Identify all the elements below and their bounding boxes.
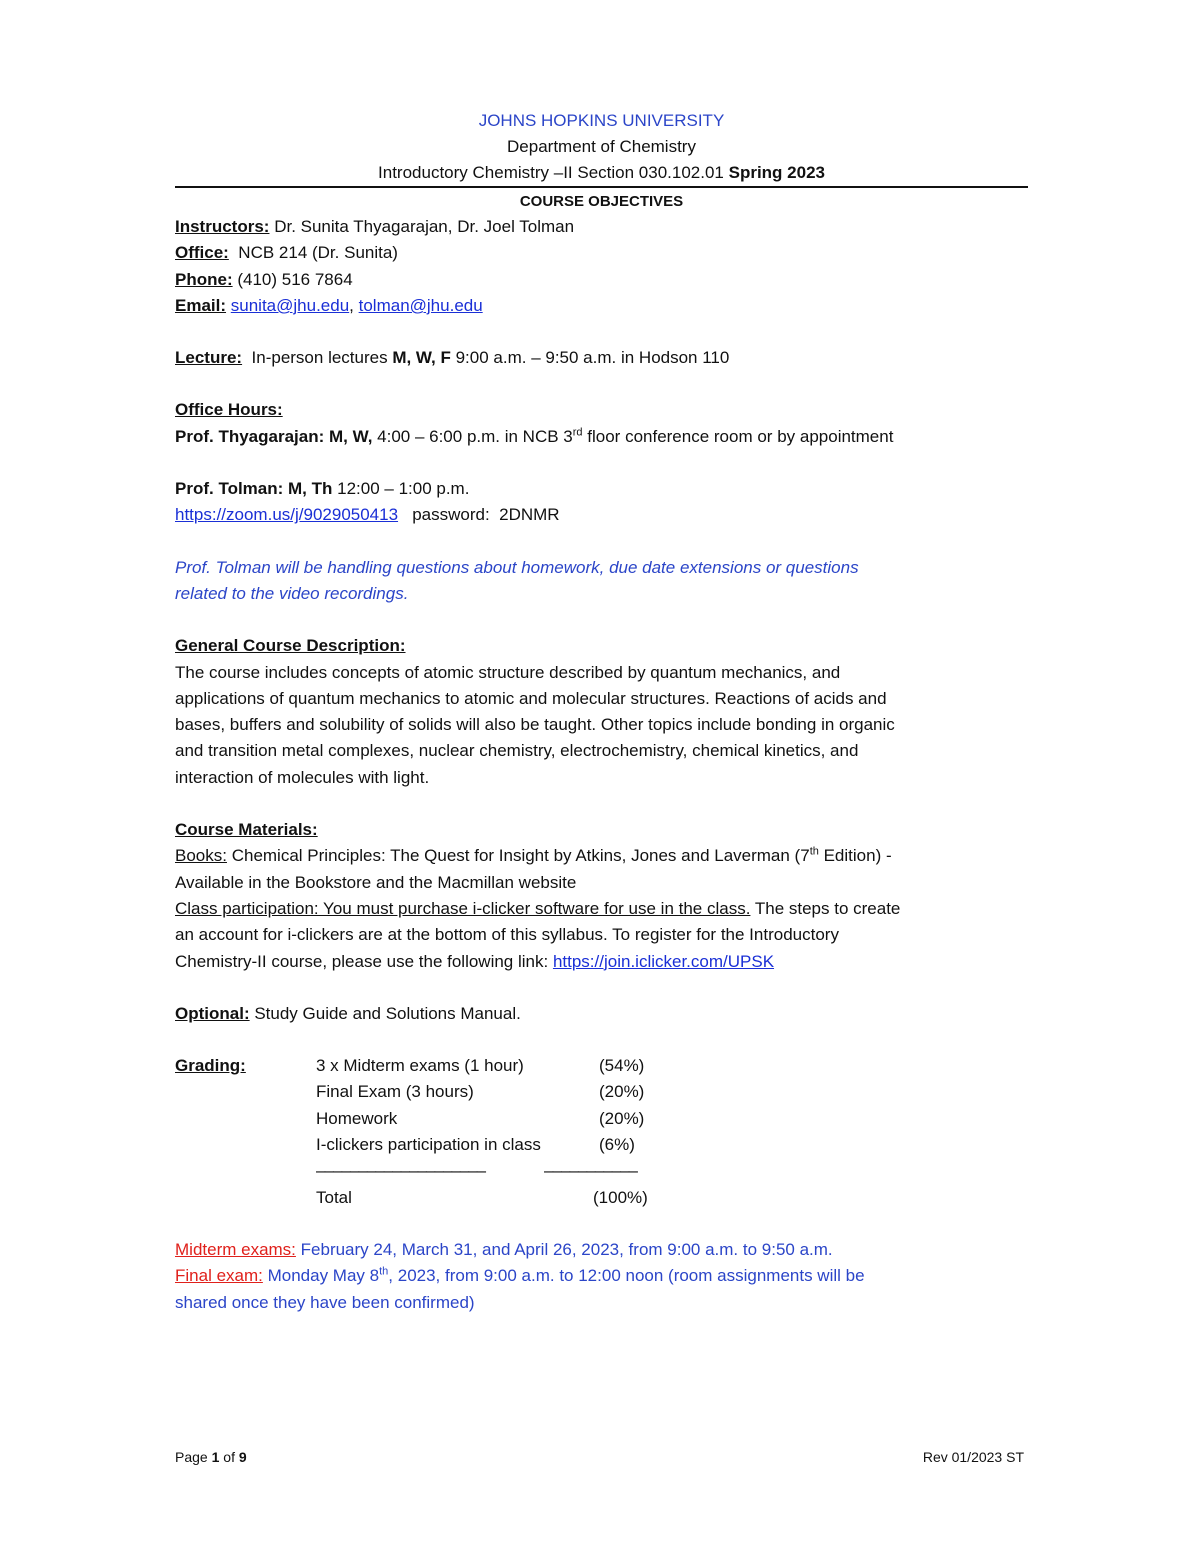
of-word: of (219, 1449, 239, 1465)
grading-total-label: Total (316, 1187, 352, 1207)
class-participation-line2: an account for i-clickers are at the bottom of this syllabus. To register for the Introductory (175, 925, 839, 945)
department-name: Department of Chemistry (507, 137, 696, 156)
office-hours-prof2 (175, 476, 1028, 502)
zoom-password: password: 2DNMR (398, 505, 560, 525)
books-label: Books: (175, 846, 227, 866)
grading-pct: (54%) (599, 1056, 645, 1076)
description-line1: The course includes concepts of atomic structure described by quantum mechanics, and (175, 662, 841, 682)
grading-item: I-clickers participation in class (316, 1135, 541, 1155)
iclicker-link[interactable]: https://join.iclicker.com/UPSK (552, 951, 775, 971)
grading-pct: (20%) (599, 1108, 645, 1128)
email-separator: , (349, 295, 359, 315)
course-title (175, 160, 1028, 186)
instructors-value: Dr. Sunita Thyagarajan, Dr. Joel Tolman (269, 217, 575, 236)
course-objectives-heading: COURSE OBJECTIVES (519, 193, 684, 210)
course-line: Introductory Chemistry –II Section 030.102.01 (378, 163, 724, 182)
prof1-name: Prof. Thyagarajan: M, W, (175, 426, 373, 446)
office-hours-heading (175, 397, 1028, 423)
phone-value: (410) 516 7864 (232, 269, 353, 289)
final-sup: th (379, 1265, 389, 1278)
revision-label: Rev 01/2023 ST (922, 1449, 1024, 1465)
prof2-name: Prof. Tolman: M, Th (175, 479, 333, 499)
grading-item: 3 x Midterm exams (1 hour) (316, 1056, 524, 1076)
grading-pct: (20%) (599, 1082, 645, 1102)
description-heading (175, 633, 1028, 659)
description-label: General Course Description: (175, 636, 406, 656)
description-line2: applications of quantum mechanics to atomic and molecular structures. Reactions of acids and (175, 688, 887, 708)
tolman-note-line1: Prof. Tolman will be handling questions about homework, due date extensions or questions (175, 557, 859, 577)
page-number (175, 1449, 247, 1465)
office-label: Office: (175, 243, 229, 263)
register-text: Chemistry-II course, please use the following link: (175, 951, 553, 971)
email-link-sunita[interactable]: sunita@jhu.edu (230, 295, 350, 315)
optional-label: Optional: (175, 1003, 250, 1023)
page-total: 9 (238, 1449, 247, 1465)
description-line3: bases, buffers and solubility of solids will also be taught. Other topics include bonding in organic (175, 715, 895, 735)
grading-separator-right: ––––––––––– (544, 1161, 638, 1181)
books-edition: Edition) - (818, 846, 892, 866)
final-time: , 2023, from 9:00 a.m. to 12:00 noon (room assignments will be (388, 1266, 865, 1286)
lecture-label: Lecture: (175, 348, 243, 368)
page-word: Page (175, 1449, 212, 1465)
university-name: JOHNS HOPKINS UNIVERSITY (478, 111, 725, 130)
office-value: NCB 214 (Dr. Sunita) (228, 243, 398, 263)
class-participation-line3 (175, 949, 1028, 975)
zoom-line (175, 502, 1028, 528)
lecture-days: M, W, F (392, 348, 451, 368)
office-line (175, 240, 1028, 266)
grading-total-pct: (100%) (593, 1187, 648, 1207)
grading-item: Final Exam (3 hours) (316, 1082, 474, 1102)
optional-text: Study Guide and Solutions Manual. (249, 1003, 521, 1023)
midterm-label: Midterm exams: (175, 1239, 296, 1259)
grading-table (175, 1053, 1028, 1211)
class-participation-text: The steps to create (750, 898, 901, 918)
final-date: Monday May 8 (262, 1266, 380, 1286)
final-line2: shared once they have been confirmed) (175, 1292, 475, 1312)
books-line2: Available in the Bookstore and the Macmillan website (175, 872, 577, 892)
prof1-sup: rd (572, 426, 583, 439)
prof1-location: floor conference room or by appointment (582, 426, 894, 446)
materials-label: Course Materials: (175, 820, 318, 840)
grading-pct: (6%) (599, 1135, 635, 1155)
tolman-note-line2: related to the video recordings. (175, 583, 409, 603)
office-hours-label: Office Hours: (175, 400, 283, 420)
header-rule (175, 186, 1028, 188)
page-num: 1 (211, 1449, 220, 1465)
lecture-text: In-person lectures (242, 348, 393, 368)
email-label: Email: (175, 295, 227, 315)
description-line5: interaction of molecules with light. (175, 767, 430, 787)
books-sup: th (809, 845, 819, 858)
phone-label: Phone: (175, 269, 233, 289)
grading-label: Grading: (175, 1056, 246, 1076)
description-line4: and transition metal complexes, nuclear chemistry, electrochemistry, chemical kinetics, and (175, 741, 859, 761)
books-text: Chemical Principles: The Quest for Insight by Atkins, Jones and Laverman (7 (226, 846, 810, 866)
class-participation-label: Class participation: You must purchase i-clicker software for use in the class. (175, 898, 751, 918)
optional-line (175, 1001, 1028, 1027)
final-label: Final exam: (175, 1266, 263, 1286)
office-hours-prof1 (175, 424, 1028, 450)
email-line (175, 293, 1028, 319)
grading-separator-left: –––––––––––––––––––– (316, 1161, 486, 1181)
grading-item: Homework (316, 1108, 398, 1128)
phone-line (175, 267, 1028, 293)
instructors-line (175, 214, 1028, 240)
lecture-time: 9:00 a.m. – 9:50 a.m. in Hodson 110 (450, 348, 730, 368)
course-term: Spring 2023 (728, 163, 825, 182)
email-link-tolman[interactable]: tolman@jhu.edu (358, 295, 483, 315)
zoom-link[interactable]: https://zoom.us/j/9029050413 (175, 505, 399, 525)
prof2-time: 12:00 – 1:00 p.m. (332, 479, 470, 499)
class-participation-line (175, 896, 1028, 922)
instructors-label: Instructors: (175, 217, 270, 236)
books-line (175, 843, 1028, 869)
lecture-line (175, 345, 1028, 371)
final-line (175, 1263, 1028, 1289)
midterm-dates: February 24, March 31, and April 26, 2023, from 9:00 a.m. to 9:50 a.m. (295, 1239, 833, 1259)
midterm-line (175, 1237, 1028, 1263)
syllabus-page (175, 108, 1028, 1316)
materials-heading (175, 817, 1028, 843)
prof1-time: 4:00 – 6:00 p.m. in NCB 3 (372, 426, 573, 446)
